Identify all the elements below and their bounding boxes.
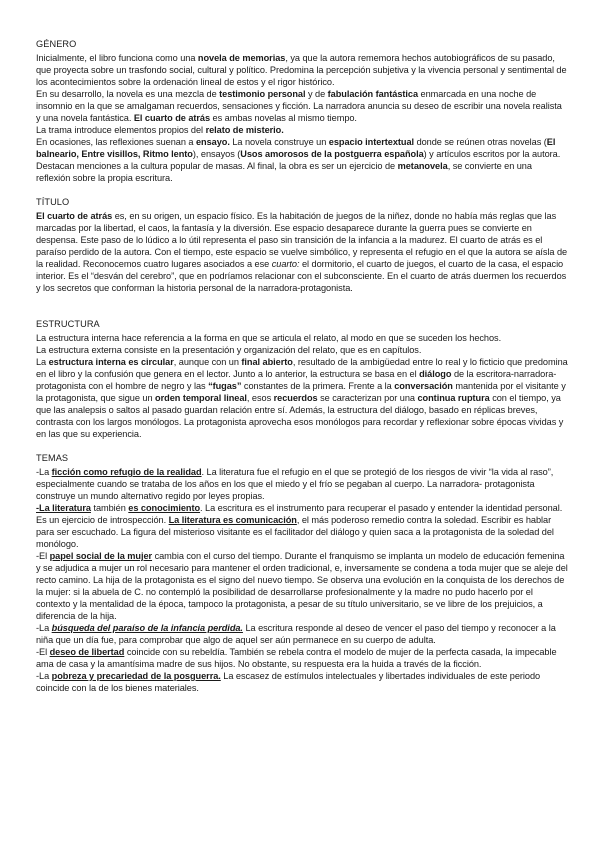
text-run: ) y artículos escritos por la autora. Destacan menciones a la cultura popular de masas. Al final, la obra es ser un ejercicio de bbox=[36, 149, 561, 171]
emphasis-run: espacio intertextual bbox=[328, 137, 415, 147]
text-run: La estructura interna hace referencia a la forma en que se articula el relato, al modo en que se suceden los hechos. bbox=[36, 333, 502, 343]
emphasis-run: búsqueda del paraíso de la infancia perdida. bbox=[51, 623, 243, 633]
emphasis-run: papel social de la mujer bbox=[49, 551, 153, 561]
estructura-paragraph-1 bbox=[36, 332, 568, 344]
text-run: La trama introduce elementos propios del bbox=[36, 125, 206, 135]
emphasis-run: novela de memorias bbox=[197, 53, 286, 63]
text-run: En su desarrollo, la novela es una mezcla de bbox=[36, 89, 220, 99]
text-run: cambia con el curso del tiempo. Durante el franquismo se implanta un modelo de educación femenina y se adjudica a mujer un rol necesario para mantener el orden tradicional, e, inversamente se condena a toda mujer que se aleje del recto camino. La hija de la protagonista es el signo del nuevo tiempo. Se observa una evolución en la conquista de los derechos de la mujer: si la abuela de C. no contempló la posibilidad de desarrollarse profesionalmente y la madre no pudo hacerlo por el contexto y la mentalidad de la época, tampoco la protagonista, a pesar de su título universitario, se ve libre de los prejuicios, a diferencia de la hija. bbox=[36, 551, 568, 621]
temas-item-5 bbox=[36, 646, 568, 670]
text-run: con el tiempo, ya que las analepsis o saltos al pasado guardan relación entre sí. Además, la estructura del diálogo, basado en réplicas breves, contrasta con los largos monólogos. La protagonista aprovecha esos monólogos para recordar y reflexionar sobre épocas vividas y en las que su experiencia. bbox=[36, 393, 564, 439]
emphasis-run: deseo de libertad bbox=[49, 647, 125, 657]
text-run: La bbox=[36, 357, 49, 367]
text-run: también bbox=[90, 503, 129, 513]
titulo-paragraph-1 bbox=[36, 210, 568, 294]
estructura-paragraph-2 bbox=[36, 344, 568, 356]
section-heading-genero: GÉNERO bbox=[36, 39, 77, 49]
text-run: -El bbox=[36, 647, 50, 657]
text-run: -La bbox=[36, 467, 52, 477]
emphasis-run: final abierto bbox=[241, 357, 293, 367]
text-run: Inicialmente, el libro funciona como una bbox=[36, 53, 198, 63]
text-run: La escritura responde al deseo de vencer el paso del tiempo y reconocer a la niña que un día fue, para comprobar que algo de aquel ser aún permanece en su cuerpo de adulta. bbox=[36, 623, 556, 645]
text-run: -La bbox=[36, 623, 52, 633]
text-run: , ya que la autora rememora hechos autobiográficos de su pasado, que proyecta sobre un trasfondo social, cultural y político. Predomina la percepción subjetiva y la vivencia personal y sentimental de los acontecimientos sobre la ordenación lineal de estos y el rigor histórico. bbox=[36, 53, 567, 87]
emphasis-run: ensayo. bbox=[195, 137, 230, 147]
text-run: La escasez de estímulos intelectuales y libertades individuales de este periodo coincide con la de los bienes materiales. bbox=[36, 671, 541, 693]
text-run: -El bbox=[36, 551, 50, 561]
text-run: donde se reúnen otras novelas ( bbox=[414, 137, 547, 147]
emphasis-run: ficción como refugio de la realidad bbox=[51, 467, 202, 477]
section-temas bbox=[36, 452, 568, 694]
section-estructura bbox=[36, 318, 568, 440]
temas-item-4 bbox=[36, 622, 568, 646]
text-run: , el más poderoso remedio contra la soledad. Escribir es hablar para ser escuchado. La figura del misterioso visitante es el facilitador del diálogo y quien saca a la protagonista de la soledad del monólogo. bbox=[36, 515, 554, 549]
emphasis-run: -La literatura bbox=[36, 503, 91, 513]
temas-item-2 bbox=[36, 502, 568, 550]
section-genero bbox=[36, 38, 568, 184]
genero-paragraph-3 bbox=[36, 124, 568, 136]
section-heading-estructura: ESTRUCTURA bbox=[36, 319, 100, 329]
text-run: es, en su origen, un espacio físico. Es la habitación de juegos de la niñez, donde no había más reglas que las marcadas por la libertad, el caos, la fantasía y la diversión. Ese espacio desaparece durante la guerra pues se convierte en despensa. Este paso de lo lúdico a lo útil representa el paso sin transición de la infancia a la madurez. El cuarto de atrás es el paraíso perdido de la autora. Con el tiempo, este espacio se vuelve simbólico, y representa el refugio en el que la autora se aísla de la realidad. Reconocemos cuatro lugares asociados a ese bbox=[36, 211, 568, 269]
emphasis-run: “fugas” bbox=[208, 381, 242, 391]
text-run: , resultado de la ambigüedad entre lo real y lo ficticio que predomina en el libro y la confusión que genera en el lector. Junto a lo anterior, la estructura se basa en el bbox=[36, 357, 568, 379]
emphasis-run: recuerdos bbox=[273, 393, 318, 403]
emphasis-run: continua ruptura bbox=[417, 393, 490, 403]
text-run: se caracterizan por una bbox=[317, 393, 418, 403]
emphasis-run: diálogo bbox=[419, 369, 452, 379]
text-run: , se convierte en una reflexión sobre la propia escritura. bbox=[36, 161, 532, 183]
text-run: constantes de la primera. Frente a la bbox=[241, 381, 395, 391]
temas-item-3 bbox=[36, 550, 568, 622]
text-run: En ocasiones, las reflexiones suenan a bbox=[36, 137, 196, 147]
text-run: , esos bbox=[246, 393, 274, 403]
temas-item-6 bbox=[36, 670, 568, 694]
emphasis-run: pobreza y precariedad de la posguerra. bbox=[51, 671, 221, 681]
spacer bbox=[36, 184, 568, 196]
document-page bbox=[36, 38, 568, 694]
emphasis-run: cuarto: bbox=[271, 259, 300, 269]
text-run: ), ensayos ( bbox=[192, 149, 241, 159]
text-run: el dormitorio, el cuarto de juegos, el cuarto de la casa, el espacio interior. Es el “desván del cerebro”, que en podríamos relacionar con el subconsciente. En el cuarto de atrás duermen los recuerdos y los secretos que conforman la historia personal de la narradora-protagonista. bbox=[36, 259, 567, 293]
text-run: de la escritora-narradora- protagonista con el hombre de negro y las bbox=[36, 369, 557, 391]
text-run: . La literatura fue el refugio en el que se protegió de los riesgos de vivir “la vida al raso”, especialmente cuando se trataba de los años en los que el miedo y el frío se pegaban al cuerpo. La narradora- protagonista construye un mundo alternativo regido por leyes propias. bbox=[36, 467, 554, 501]
spacer bbox=[36, 294, 568, 306]
text-run: y de bbox=[305, 89, 328, 99]
emphasis-run: La literatura es comunicación bbox=[168, 515, 297, 525]
genero-paragraph-2 bbox=[36, 88, 568, 124]
text-run: mantenida por el visitante y la protagonista, que sigue un bbox=[36, 381, 566, 403]
text-run: La novela construye un bbox=[229, 137, 329, 147]
emphasis-run: El balneario, Entre visillos, Ritmo lento bbox=[36, 137, 556, 159]
emphasis-run: orden temporal lineal bbox=[155, 393, 247, 403]
emphasis-run: El cuarto de atrás bbox=[36, 211, 113, 221]
emphasis-run: Usos amorosos de la postguerra española bbox=[240, 149, 424, 159]
emphasis-run: testimonio personal bbox=[219, 89, 306, 99]
text-run: La estructura externa consiste en la presentación y organización del relato, que es en capítulos. bbox=[36, 345, 422, 355]
text-run: coincide con su rebeldía. También se rebela contra el modelo de mujer de la perfecta casada, la impecable ama de casa y la amantísima madre de sus hijos. No obstante, su respuesta era la huida a través de la ficción. bbox=[36, 647, 557, 669]
section-titulo bbox=[36, 196, 568, 294]
text-run: , aunque con un bbox=[173, 357, 242, 367]
text-run: es ambas novelas al mismo tiempo. bbox=[210, 113, 357, 123]
emphasis-run: fabulación fantástica bbox=[327, 89, 419, 99]
emphasis-run: relato de misterio. bbox=[205, 125, 284, 135]
emphasis-run: metanovela bbox=[397, 161, 448, 171]
emphasis-run: estructura interna es circular bbox=[48, 357, 174, 367]
genero-paragraph-1 bbox=[36, 52, 568, 88]
genero-paragraph-4 bbox=[36, 136, 568, 184]
section-heading-temas: TEMAS bbox=[36, 453, 69, 463]
text-run: enmarcada en una noche de insomnio en la que se amalgaman recuerdos, sensaciones y ficción. La narradora anuncia su deseo de escribir una novela realista y una novela fantástica. bbox=[36, 89, 562, 123]
text-run: -La bbox=[36, 671, 52, 681]
section-heading-titulo: TÍTULO bbox=[36, 197, 70, 207]
spacer bbox=[36, 306, 568, 318]
estructura-paragraph-3 bbox=[36, 356, 568, 440]
emphasis-run: El cuarto de atrás bbox=[133, 113, 211, 123]
text-run: . La escritura es el instrumento para recuperar el pasado y entender la identidad personal. Es un ejercicio de introspección. bbox=[36, 503, 563, 525]
emphasis-run: conversación bbox=[394, 381, 453, 391]
emphasis-run: es conocimiento bbox=[128, 503, 201, 513]
temas-item-1 bbox=[36, 466, 568, 502]
spacer bbox=[36, 440, 568, 452]
